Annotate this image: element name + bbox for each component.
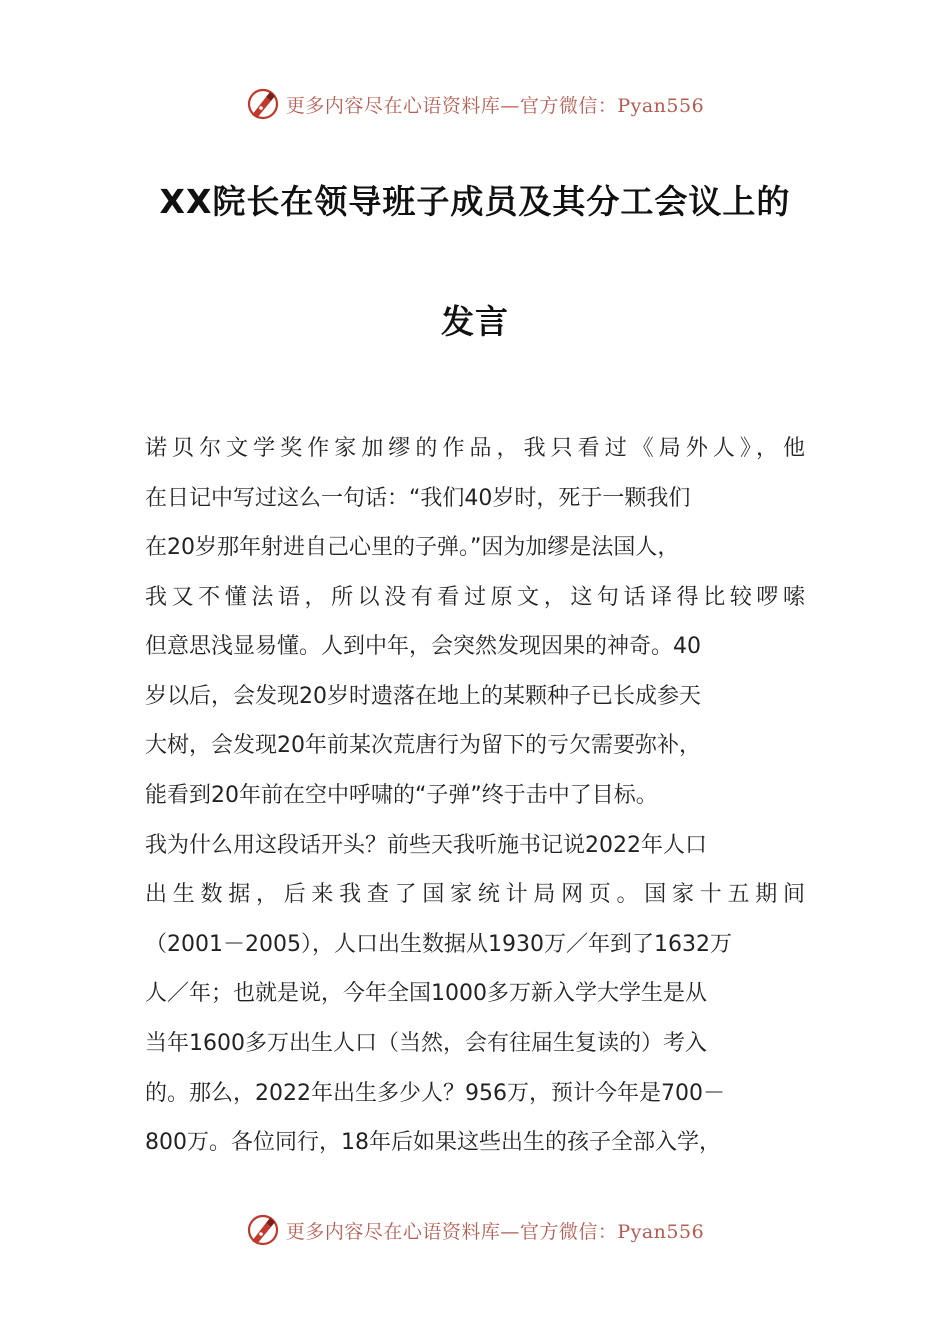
body-line: 我为什么用这段话开头？前些天我听施书记说2022年人口: [145, 833, 707, 858]
body-line: 岁以后，会发现20岁时遗落在地上的某颗种子已长成参天: [145, 684, 701, 709]
body-line: 在20岁那年射进自己心里的子弹。”因为加缪是法国人，: [145, 535, 680, 560]
body-line: （2001－2005），人口出生数据从1930万／年到了1632万: [145, 932, 732, 957]
document-title-line-2: 发言: [441, 302, 509, 341]
body-line: 人／年；也就是说，今年全国1000多万新入学大学生是从: [145, 981, 707, 1006]
body-line: 能看到20年前在空中呼啸的“子弹”终于击中了目标。: [145, 783, 658, 808]
body-line: 大树，会发现20年前某次荒唐行为留下的亏欠需要弥补，: [145, 733, 701, 758]
body-line: 在日记中写过这么一句话：“我们40岁时，死于一颗我们: [145, 486, 691, 511]
body-line: 诺贝尔文学奖作家加缪的作品，我只看过《局外人》，他: [145, 436, 805, 461]
body-line: 的。那么，2022年出生多少人？956万，预计今年是700－: [145, 1081, 725, 1106]
pen-nib-logo-icon: [246, 87, 280, 121]
document-title-line-1: XX院长在领导班子成员及其分工会议上的: [159, 182, 791, 221]
body-line: 当年1600多万出生人口（当然，会有往届生复读的）考入: [145, 1031, 707, 1056]
body-line: 出生数据，后来我查了国家统计局网页。国家十五期间: [145, 882, 805, 907]
body-line: 但意思浅显易懂。人到中年，会突然发现因果的神奇。40: [145, 634, 701, 659]
pen-nib-logo-icon: [246, 1213, 280, 1247]
banner-text: 更多内容尽在心语资料库—官方微信：Pyan556: [285, 94, 705, 117]
banner-text: 更多内容尽在心语资料库—官方微信：Pyan556: [285, 1220, 705, 1243]
header-banner: [0, 84, 950, 124]
footer-banner: [0, 1210, 950, 1250]
body-line: 800万。各位同行，18年后如果这些出生的孩子全部入学，: [145, 1130, 721, 1155]
body-line: 我又不懂法语，所以没有看过原文，这句话译得比较啰嗦: [145, 585, 805, 610]
